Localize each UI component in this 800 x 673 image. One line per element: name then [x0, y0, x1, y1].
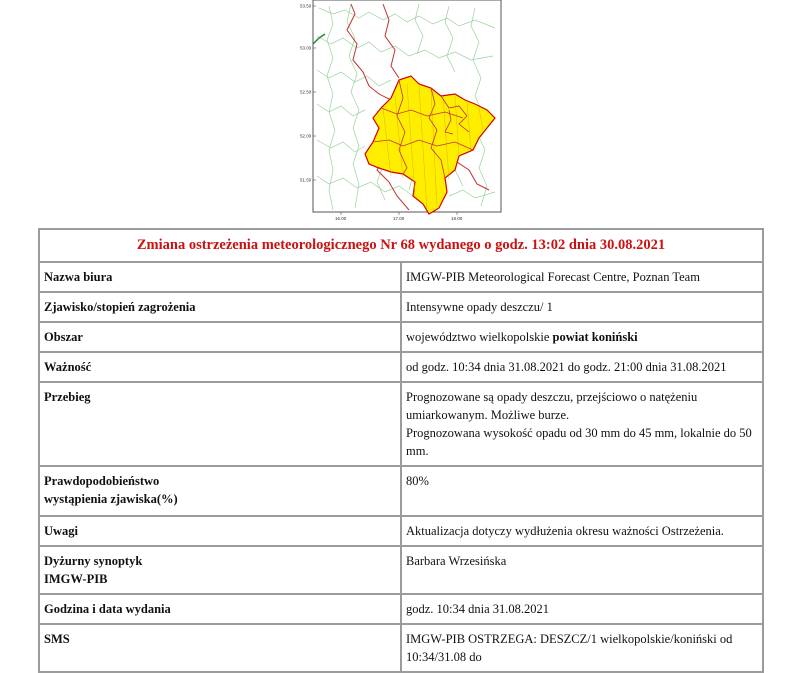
forecaster-label-line-2: IMGW-PIB [44, 572, 108, 586]
area-county: powiat koniński [552, 330, 638, 344]
office-label: Nazwa biura [39, 262, 401, 292]
sms-line-1: IMGW-PIB OSTRZEGA: DESZCZ/1 wielkopolskie/koniński od 10:34/31.08 do [406, 632, 733, 664]
warning-table-wrapper [38, 228, 764, 673]
warning-map-graphic [299, 0, 511, 222]
probability-value: 80% [401, 466, 763, 516]
longitude-ticks [335, 212, 463, 221]
area-value [401, 322, 763, 352]
course-label: Przebieg [39, 382, 401, 466]
title-row [39, 229, 763, 262]
area-label: Obszar [39, 322, 401, 352]
table-row [39, 262, 763, 292]
latitude-tick-label: 53.00 [300, 45, 312, 51]
validity-label: Ważność [39, 352, 401, 382]
forecaster-label-line-1: Dyżurny synoptyk [44, 554, 143, 568]
longitude-tick-label: 16.00 [335, 216, 347, 221]
probability-label [39, 466, 401, 516]
warning-table [38, 228, 764, 673]
issued-label: Godzina i data wydania [39, 594, 401, 624]
area-voivodeship: województwo wielkopolskie [406, 330, 553, 344]
remarks-value: Aktualizacja dotyczy wydłużenia okresu ważności Ostrzeżenia. [401, 516, 763, 546]
phenomenon-value: Intensywne opady deszczu/ 1 [401, 292, 763, 322]
probability-label-line-2: wystąpienia zjawiska(%) [44, 492, 178, 506]
longitude-tick-label: 17.00 [393, 216, 405, 221]
table-row [39, 292, 763, 322]
table-row [39, 322, 763, 352]
latitude-tick-label: 52.50 [300, 89, 312, 95]
table-row [39, 466, 763, 516]
warning-title: Zmiana ostrzeżenia meteorologicznego Nr 68 wydanego o godz. 13:02 dnia 30.08.2021 [39, 229, 763, 262]
remarks-label: Uwagi [39, 516, 401, 546]
table-row [39, 594, 763, 624]
longitude-tick-label: 18.00 [451, 216, 463, 221]
probability-label-line-1: Prawdopodobieństwo [44, 474, 160, 488]
course-line-1: Prognozowane są opady deszczu, przejściowo o natężeniu umiarkowanym. Możliwe burze. [406, 390, 698, 422]
forecaster-label [39, 546, 401, 594]
table-row [39, 516, 763, 546]
course-line-2: Prognozowana wysokość opadu od 30 mm do 45 mm, lokalnie do 50 mm. [406, 426, 752, 458]
table-row [39, 382, 763, 466]
forecaster-value: Barbara Wrzesińska [401, 546, 763, 594]
latitude-tick-label: 51.50 [300, 177, 312, 183]
issued-value: godz. 10:34 dnia 31.08.2021 [401, 594, 763, 624]
table-row [39, 624, 763, 672]
table-row [39, 546, 763, 594]
sms-label: SMS [39, 624, 401, 672]
latitude-tick-label: 53.50 [300, 3, 312, 9]
validity-value: od godz. 10:34 dnia 31.08.2021 do godz. 21:00 dnia 31.08.2021 [401, 352, 763, 382]
latitude-tick-label: 52.00 [300, 133, 312, 139]
sms-value [401, 624, 763, 672]
table-row [39, 352, 763, 382]
phenomenon-label: Zjawisko/stopień zagrożenia [39, 292, 401, 322]
office-value: IMGW-PIB Meteorological Forecast Centre, Poznan Team [401, 262, 763, 292]
course-value [401, 382, 763, 466]
warning-map [299, 0, 511, 222]
